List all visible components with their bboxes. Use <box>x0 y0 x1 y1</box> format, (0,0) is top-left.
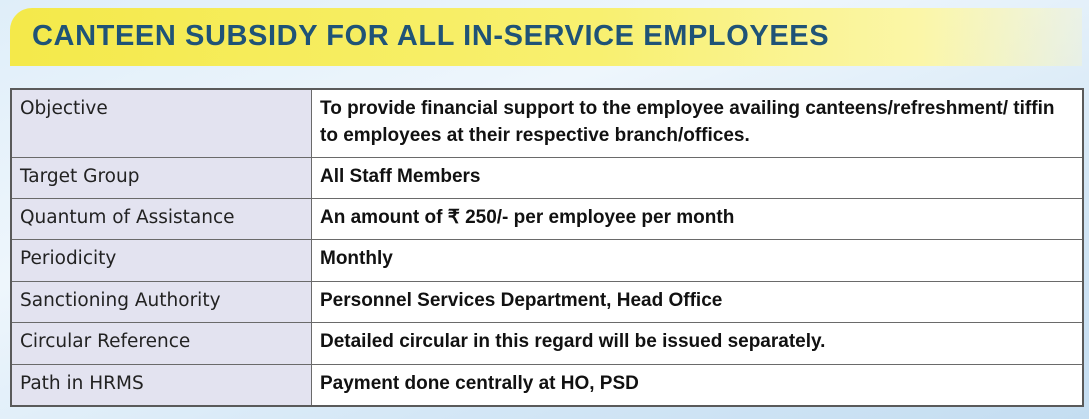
row-label: Periodicity <box>11 240 312 281</box>
row-value: Personnel Services Department, Head Office <box>312 281 1084 322</box>
row-label: Objective <box>11 89 312 157</box>
row-value: Monthly <box>312 240 1084 281</box>
table-row <box>11 199 1083 240</box>
table-row <box>11 89 1083 157</box>
row-value: Payment done centrally at HO, PSD <box>312 364 1084 406</box>
row-value: To provide financial support to the employee availing canteens/refreshment/ tiffin to employees at their respective branch/offices. <box>312 89 1084 157</box>
scheme-details-table <box>10 88 1084 407</box>
row-value: Detailed circular in this regard will be issued separately. <box>312 323 1084 364</box>
row-label: Quantum of Assistance <box>11 199 312 240</box>
page-title: CANTEEN SUBSIDY FOR ALL IN-SERVICE EMPLOYEES <box>32 20 830 52</box>
title-banner <box>10 8 1082 66</box>
row-label: Circular Reference <box>11 323 312 364</box>
table-row <box>11 323 1083 364</box>
row-label: Target Group <box>11 157 312 198</box>
row-label: Path in HRMS <box>11 364 312 406</box>
table-row <box>11 281 1083 322</box>
table-row <box>11 157 1083 198</box>
table-row <box>11 240 1083 281</box>
row-label: Sanctioning Authority <box>11 281 312 322</box>
row-value: An amount of ₹ 250/- per employee per month <box>312 199 1084 240</box>
row-value: All Staff Members <box>312 157 1084 198</box>
table-row <box>11 364 1083 406</box>
